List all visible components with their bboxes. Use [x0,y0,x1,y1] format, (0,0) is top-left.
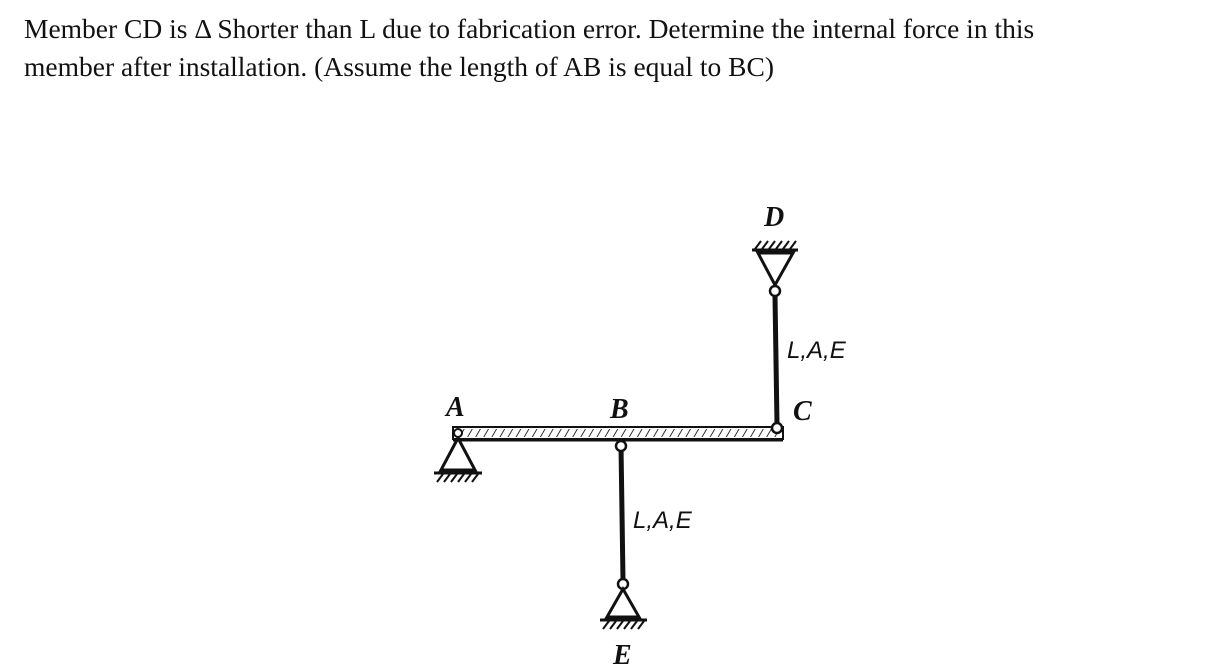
member-be-properties: L,A,E [633,507,692,534]
rigid-beam-ac [453,427,783,440]
pin-support-d [752,241,798,296]
label-point-a: A [446,392,465,423]
problem-line-1: Member CD is Δ Shorter than L due to fabrication error. Determine the internal force in this [24,13,1035,44]
member-cd [772,296,782,433]
label-point-c: C [793,396,812,427]
label-point-e: E [613,640,632,670]
pin-support-e [600,579,647,629]
label-point-b: B [610,394,629,425]
member-cd-properties: L,A,E [787,337,846,364]
problem-line-2: member after installation. (Assume the length of AB is equal to BC) [24,51,774,82]
label-point-d: D [764,202,785,233]
member-be [616,441,626,580]
